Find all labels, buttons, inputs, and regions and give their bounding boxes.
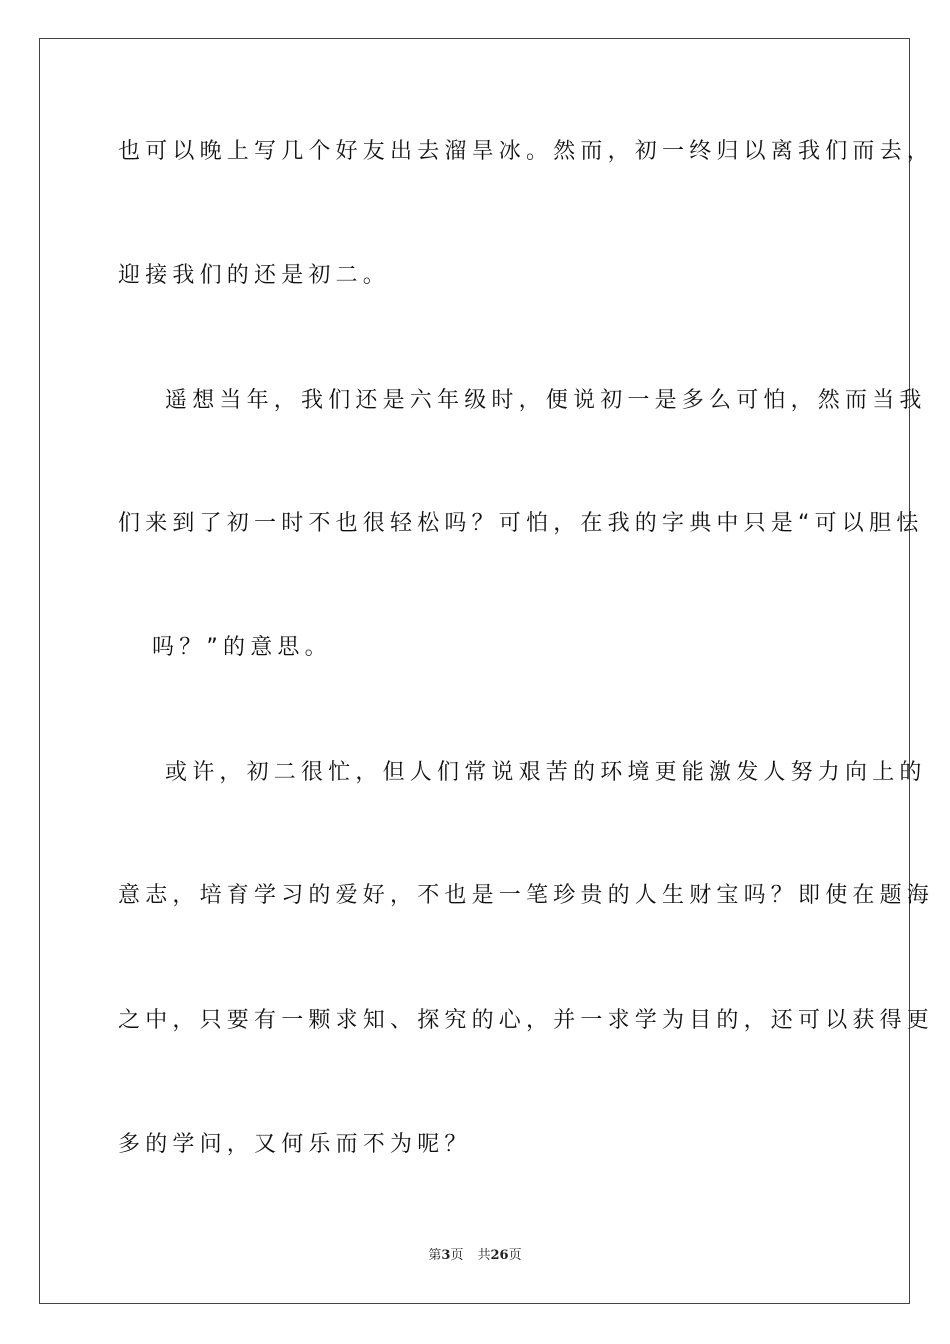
- text-line-9: 多的学问，又何乐而不为呢？: [118, 1132, 472, 1157]
- footer-total-pages: 26: [490, 1248, 509, 1263]
- footer-page-number: 3: [441, 1248, 451, 1263]
- text-line-7: 意志，培育学习的爱好，不也是一笔珍贵的人生财宝吗？即使在题海: [118, 883, 935, 908]
- text-line-4: 们来到了初一时不也很轻松吗？可怕，在我的字典中只是“可以胆怯: [118, 511, 924, 536]
- page-frame: [39, 38, 910, 1304]
- page-footer: [0, 1248, 950, 1264]
- text-line-1: 也可以晚上写几个好友出去溜旱冰。然而，初一终归以离我们而去，: [118, 139, 935, 164]
- footer-page-suffix: 页: [450, 1248, 464, 1263]
- footer-total-prefix: 共: [477, 1248, 491, 1263]
- text-line-3: 遥想当年，我们还是六年级时，便说初一是多么可怕，然而当我: [165, 388, 927, 413]
- footer-total-suffix: 页: [508, 1248, 522, 1263]
- text-line-5: 吗？”的意思。: [152, 635, 332, 660]
- footer-page-prefix: 第: [428, 1248, 442, 1263]
- text-line-2: 迎接我们的还是初二。: [118, 263, 391, 288]
- text-line-8: 之中，只要有一颗求知、探究的心，并一求学为目的，还可以获得更: [118, 1008, 935, 1033]
- text-line-6: 或许，初二很忙，但人们常说艰苦的环境更能激发人努力向上的: [165, 760, 927, 785]
